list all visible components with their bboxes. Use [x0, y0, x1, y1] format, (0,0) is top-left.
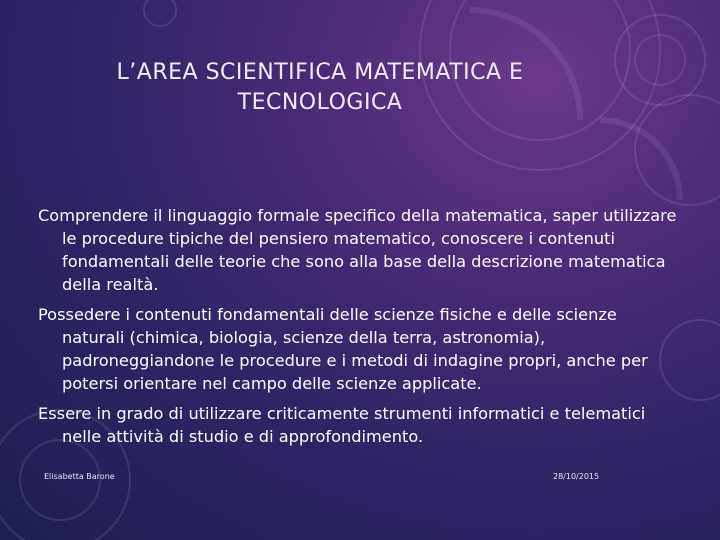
paragraph-mathematics: Comprendere il linguaggio formale specifico della matematica, saper utilizzare le procedure tipiche del pensiero matematico, conoscere i contenuti fondamentali delle teorie che sono alla base della descrizione matematica della realtà. — [38, 206, 677, 294]
paragraph-informatics: Essere in grado di utilizzare criticamente strumenti informatici e telematici nelle attività di studio e di approfondimento. — [38, 404, 646, 446]
slide-title: L’AREA SCIENTIFICA MATEMATICA E TECNOLOGICA — [116, 60, 524, 115]
footer-date: 28/10/2015 — [553, 472, 600, 481]
footer-author: Elisabetta Barone — [44, 472, 115, 481]
paragraph-sciences: Possedere i contenuti fondamentali delle scienze fisiche e delle scienze naturali (chimica, biologia, scienze della terra, astronomia), padroneggiandone le procedure e i metodi di indagine propri, anche per potersi orientare nel campo delle scienze applicate. — [38, 305, 648, 393]
slide-body — [38, 204, 678, 455]
